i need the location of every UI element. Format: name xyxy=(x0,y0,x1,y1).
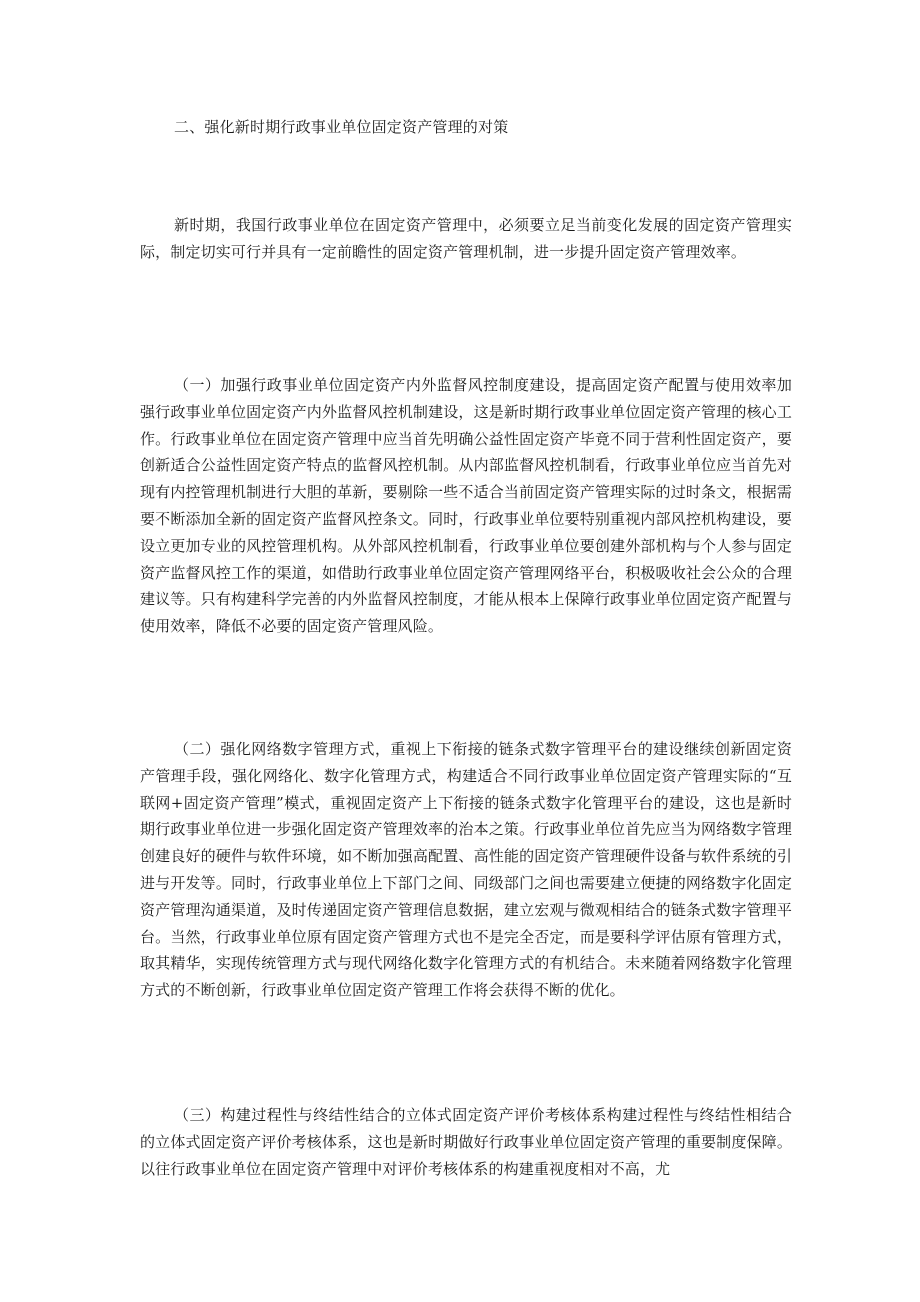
section-3-paragraph: （三）构建过程性与终结性结合的立体式固定资产评价考核体系构建过程性与终结性相结合的立体式固定资产评价考核体系，这也是新时期做好行政事业单位固定资产管理的重要制度保障。以往行政事业单位在固定资产管理中对评价考核体系的构建重视度相对不高，尤 xyxy=(140,1106,792,1178)
intro-paragraph: 新时期，我国行政事业单位在固定资产管理中，必须要立足当前变化发展的固定资产管理实际，制定切实可行并具有一定前瞻性的固定资产管理机制，进一步提升固定资产管理效率。 xyxy=(140,216,792,261)
section-heading: 二、强化新时期行政事业单位固定资产管理的对策 xyxy=(174,118,509,136)
section-2-paragraph: （二）强化网络数字管理方式，重视上下衔接的链条式数字管理平台的建设继续创新固定资产管理手段，强化网络化、数字化管理方式，构建适合不同行政事业单位固定资产管理实际的“互联网+固定资产管理”模式，重视固定资产上下衔接的链条式数字化管理平台的建设，这也是新时期行政事业单位进一步强化固定资产管理效率的治本之策。行政事业单位首先应当为网络数字管理创建良好的硬件与软件环境，如不断加强高配置、高性能的固定资产管理硬件设备与软件系统的引进与开发等。同时，行政事业单位上下部门之间、同级部门之间也需要建立便捷的网络数字化固定资产管理沟通渠道，及时传递固定资产管理信息数据，建立宏观与微观相结合的链条式数字管理平台。当然，行政事业单位原有固定资产管理方式也不是完全否定，而是要科学评估原有管理方式，取其精华，实现传统管理方式与现代网络化数字化管理方式的有机结合。未来随着网络数字化管理方式的不断创新，行政事业单位固定资产管理工作将会获得不断的优化。 xyxy=(140,740,792,1000)
section-1-paragraph: （一）加强行政事业单位固定资产内外监督风控制度建设，提高固定资产配置与使用效率加强行政事业单位固定资产内外监督风控机制建设，这是新时期行政事业单位固定资产管理的核心工作。行政事业单位在固定资产管理中应当首先明确公益性固定资产毕竟不同于营利性固定资产，要创新适合公益性固定资产特点的监督风控机制。从内部监督风控机制看，行政事业单位应当首先对现有内控管理机制进行大胆的革新，要剔除一些不适合当前固定资产管理实际的过时条文，根据需要不断添加全新的固定资产监督风控条文。同时，行政事业单位要特别重视内部风控机构建设，要设立更加专业的风控管理机构。从外部风控机制看，行政事业单位要创建外部机构与个人参与固定资产监督风控工作的渠道，如借助行政事业单位固定资产管理网络平台，积极吸收社会公众的合理建议等。只有构建科学完善的内外监督风控制度，才能从根本上保障行政事业单位固定资产配置与使用效率，降低不必要的固定资产管理风险。 xyxy=(140,376,792,636)
